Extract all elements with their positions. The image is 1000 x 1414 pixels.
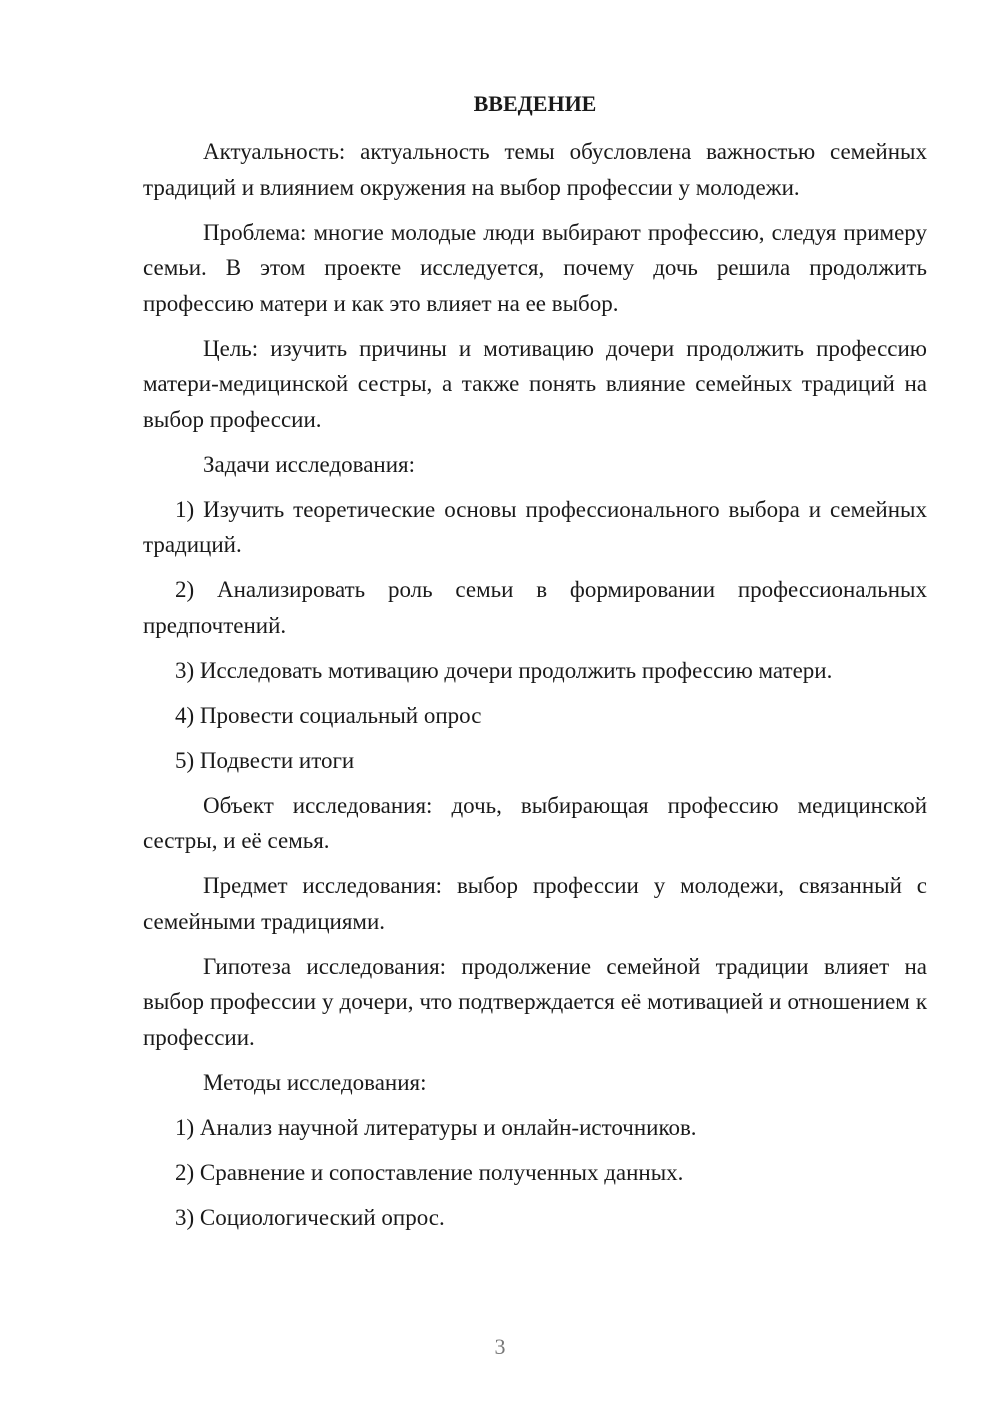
section-title: ВВЕДЕНИЕ xyxy=(473,91,597,116)
page-number: 3 xyxy=(494,1334,506,1359)
list-item-task-5: 5) Подвести итоги xyxy=(175,747,355,773)
paragraph-subject: Предмет исследования: выбор профессии у молодежи, связанный с семейными традициями. xyxy=(143,873,927,934)
paragraph-hypothesis: Гипотеза исследования: продолжение семейной традиции влияет на выбор профессии у дочери, что подтверждается её мотивацией и отношением к профессии. xyxy=(143,953,927,1050)
paragraph-relevance: Актуальность: актуальность темы обусловлена важностью семейных традиций и влиянием окружения на выбор профессии у молодежи. xyxy=(143,139,927,200)
list-item-task-3: 3) Исследовать мотивацию дочери продолжить профессию матери. xyxy=(175,657,833,683)
paragraph-methods-heading: Методы исследования: xyxy=(203,1069,427,1095)
paragraph-goal: Цель: изучить причины и мотивацию дочери продолжить профессию матери-медицинской сестры, а также понять влияние семейных традиций на выбор профессии. xyxy=(143,335,927,432)
list-item-task-2: 2) Анализировать роль семьи в формировании профессиональных предпочтений. xyxy=(143,577,927,638)
paragraph-problem: Проблема: многие молодые люди выбирают профессию, следуя примеру семьи. В этом проекте исследуется, почему дочь решила продолжить профессию матери и как это влияет на ее выбор. xyxy=(143,219,927,316)
list-item-task-4: 4) Провести социальный опрос xyxy=(175,702,482,728)
list-item-method-1: 1) Анализ научной литературы и онлайн-источников. xyxy=(175,1114,697,1140)
document-page xyxy=(143,90,927,1245)
list-item-method-3: 3) Социологический опрос. xyxy=(175,1204,445,1230)
paragraph-object: Объект исследования: дочь, выбирающая профессию медицинской сестры, и её семья. xyxy=(143,792,927,853)
paragraph-tasks-heading: Задачи исследования: xyxy=(203,451,416,477)
list-item-method-2: 2) Сравнение и сопоставление полученных данных. xyxy=(175,1159,684,1185)
list-item-task-1: 1) Изучить теоретические основы профессионального выбора и семейных традиций. xyxy=(143,496,927,557)
